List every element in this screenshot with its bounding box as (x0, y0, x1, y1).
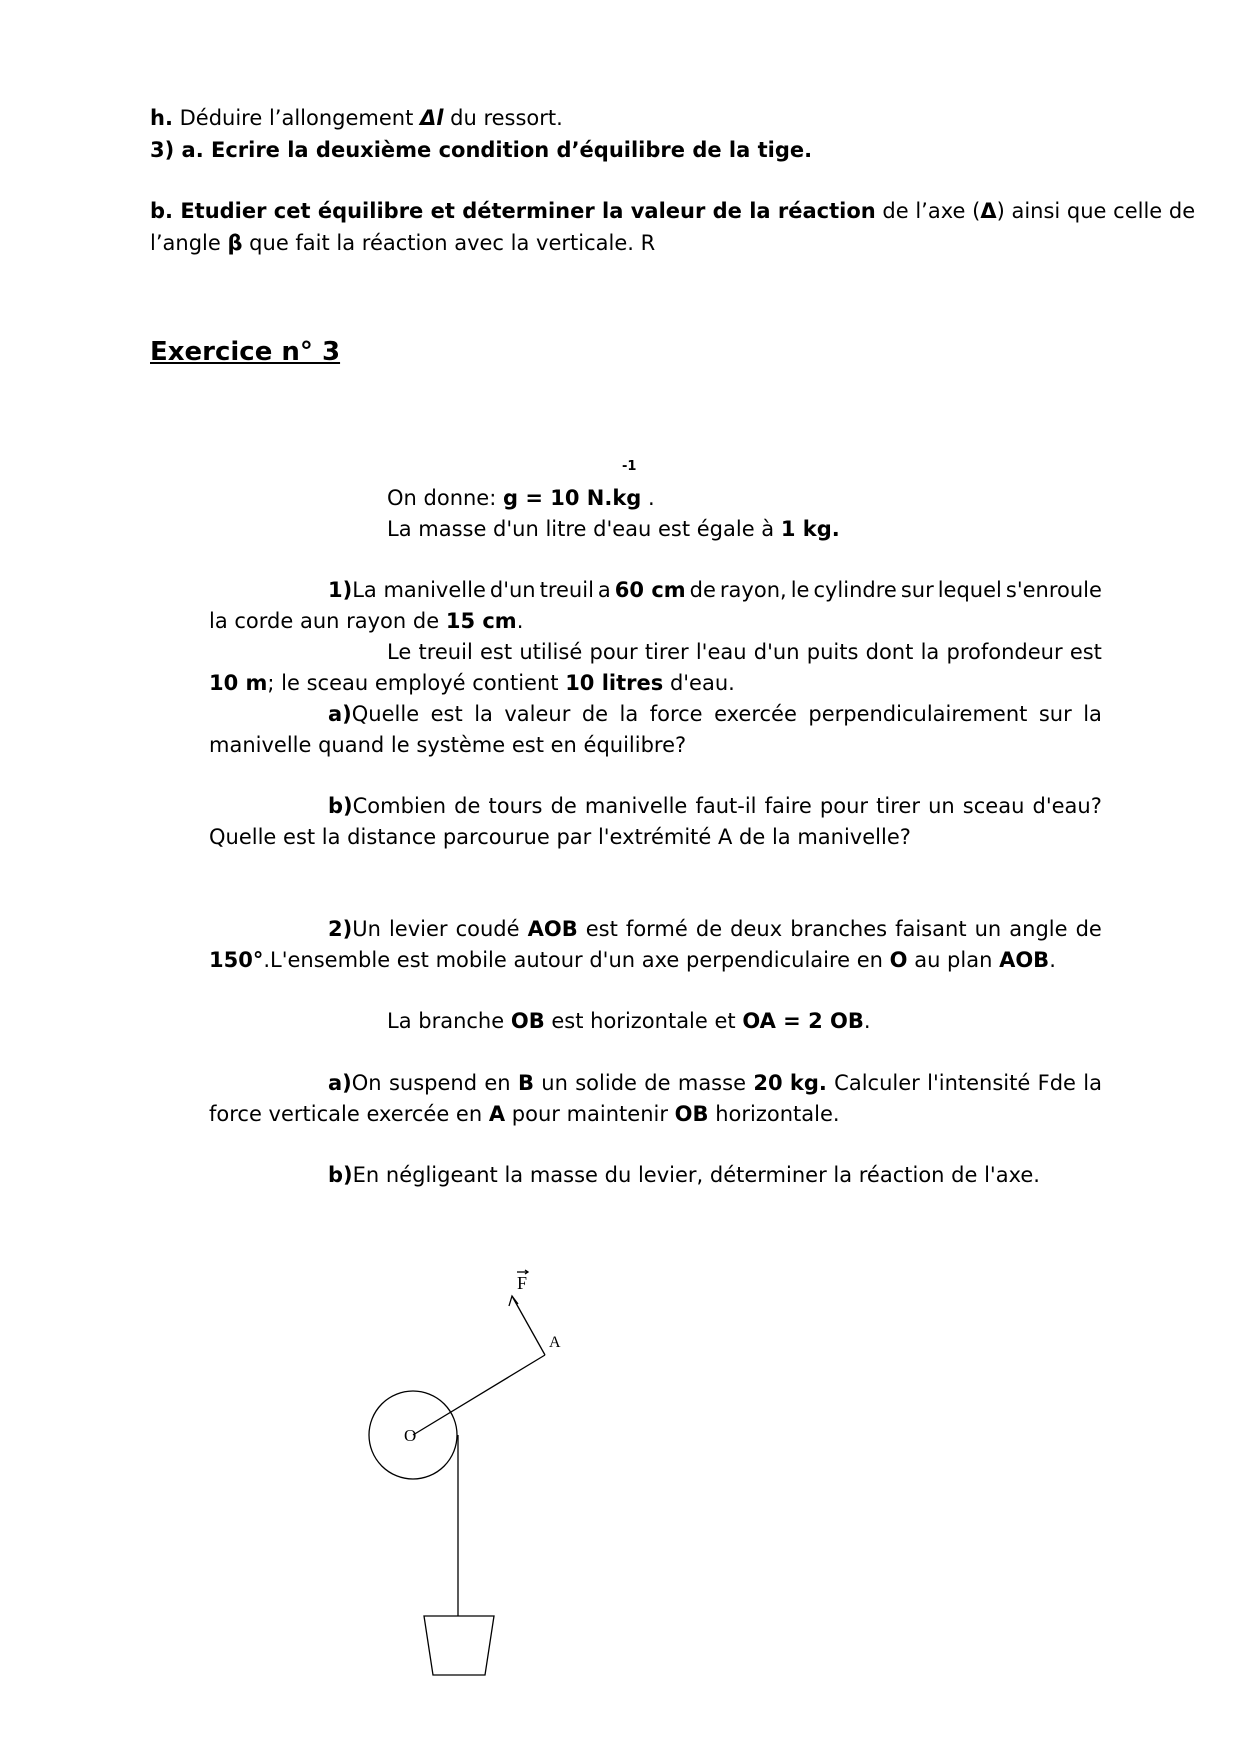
question-3b-line1: b. Etudier cet équilibre et déterminer la valeur de la réaction de l’axe (Δ) ainsi que celle de (150, 199, 1196, 223)
part1-line3: Le treuil est utilisé pour tirer l'eau d'un puits dont la profondeur est (387, 640, 1102, 664)
part2-line1: 2)Un levier coudé AOB est formé de deux branches faisant un angle de (328, 917, 1102, 941)
part1-a-line1: a)Quelle est la valeur de la force exercée perpendiculairement sur la (328, 702, 1102, 726)
question-3b-line2: l’angle β que fait la réaction avec la verticale. R (150, 231, 656, 255)
part2-a-line2: force verticale exercée en A pour maintenir OB horizontale. (209, 1102, 840, 1126)
part1-a-line2: manivelle quand le système est en équilibre? (209, 733, 687, 757)
question-h: h. Déduire l’allongement Δl du ressort. (150, 106, 563, 130)
given-g: On donne: g = 10 N.kg . (387, 486, 655, 510)
part1-b-line1: b)Combien de tours de manivelle faut-il faire pour tirer un sceau d'eau? (328, 794, 1102, 818)
part2-b-line1: b)En négligeant la masse du levier, déterminer la réaction de l'axe. (328, 1163, 1040, 1187)
given-exponent: -1 (622, 459, 637, 474)
part1-line2: la corde aun rayon de 15 cm. (209, 609, 524, 633)
label-O: O (404, 1426, 417, 1445)
label-A: A (549, 1334, 561, 1351)
part2-line2: 150°.L'ensemble est mobile autour d'un axe perpendiculaire en O au plan AOB. (209, 948, 1056, 972)
given-water-mass: La masse d'un litre d'eau est égale à 1 kg. (387, 517, 840, 541)
part1-b-line2: Quelle est la distance parcourue par l'extrémité A de la manivelle? (209, 825, 911, 849)
part2-a-line1: a)On suspend en B un solide de masse 20 kg. Calculer l'intensité Fde la (328, 1071, 1102, 1095)
force-arrow-F (512, 1296, 545, 1355)
bucket (424, 1616, 494, 1675)
part1-line4: 10 m; le sceau employé contient 10 litres d'eau. (209, 671, 735, 695)
part2-line3: La branche OB est horizontale et OA = 2 OB. (387, 1009, 871, 1033)
label-F: F (517, 1273, 528, 1293)
question-3a: 3) a. Ecrire la deuxième condition d’équilibre de la tige. (150, 138, 813, 162)
part1-line1: 1)La manivelle d'un treuil a 60 cm de rayon, le cylindre sur lequel s'enroule (328, 578, 1102, 602)
exercise-title: Exercice n° 3 (150, 337, 341, 367)
